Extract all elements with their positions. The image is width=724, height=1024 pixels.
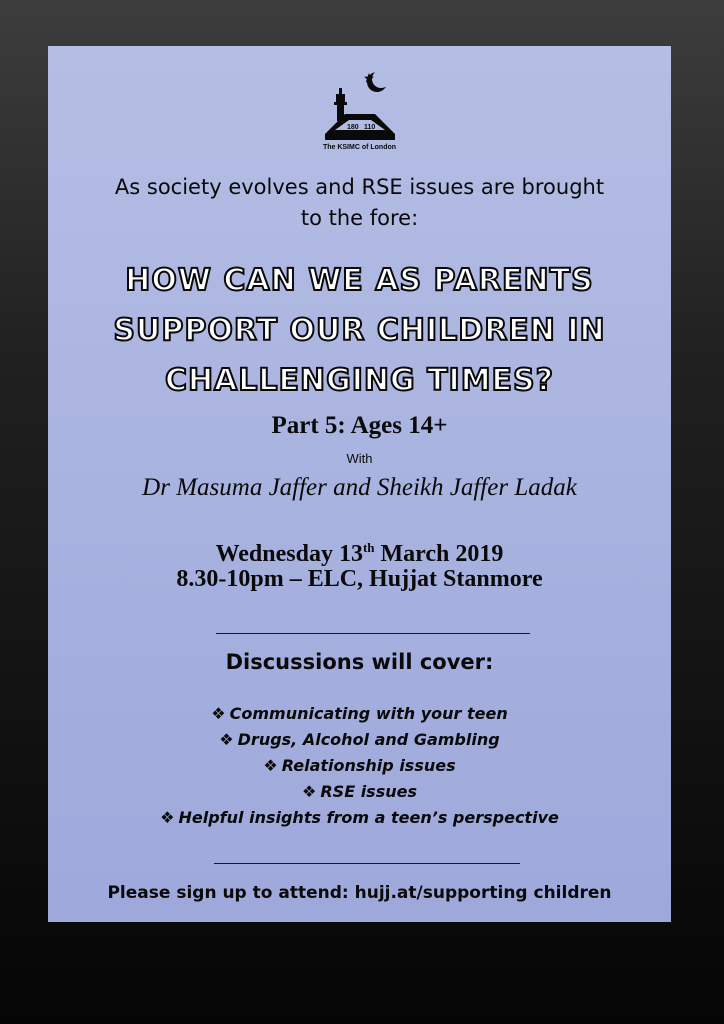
- list-item: ❖ Relationship issues: [263, 756, 456, 775]
- diamond-bullet-icon: ❖: [302, 782, 317, 801]
- event-date: [48, 532, 671, 570]
- diamond-bullet-icon: ❖: [263, 756, 278, 775]
- time-venue: 8.30-10pm – ELC, Hujjat Stanmore: [176, 566, 543, 592]
- intro-line-1: As society evolves and RSE issues are brought: [114, 175, 605, 199]
- with-label: With: [346, 451, 373, 466]
- date-rest: March 2019: [374, 541, 504, 567]
- date-suffix: th: [362, 540, 375, 555]
- event-poster: [48, 46, 671, 922]
- intro-text: [48, 172, 671, 234]
- list-item: ❖ Drugs, Alcohol and Gambling: [219, 730, 500, 749]
- signup-text: Please sign up to attend: hujj.at/supporting children: [107, 883, 612, 903]
- headline: [48, 256, 671, 406]
- divider-bottom: [214, 863, 520, 864]
- intro-line-2: to the fore:: [300, 206, 419, 230]
- diamond-bullet-icon: ❖: [219, 730, 234, 749]
- mosque-crescent-icon: [315, 68, 405, 144]
- list-item: ❖ Helpful insights from a teen’s perspective: [160, 808, 559, 827]
- logo-year-left: 180: [346, 124, 359, 131]
- logo-caption: The KSIMC of London: [322, 144, 397, 151]
- headline-line-2: SUPPORT OUR CHILDREN IN: [113, 313, 606, 348]
- topics-list: [48, 701, 671, 831]
- headline-line-1: HOW CAN WE AS PARENTS: [125, 263, 594, 298]
- covers-title: Discussions will cover:: [225, 650, 494, 674]
- list-item: ❖ RSE issues: [302, 782, 417, 801]
- diamond-bullet-icon: ❖: [211, 704, 226, 723]
- logo-year-right: 110: [363, 124, 375, 131]
- date-weekday: Wednesday 13: [215, 541, 363, 567]
- speakers: Dr Masuma Jaffer and Sheikh Jaffer Ladak: [142, 474, 577, 501]
- headline-line-3: CHALLENGING TIMES?: [164, 363, 555, 398]
- part-label: Part 5: Ages 14+: [271, 412, 448, 439]
- list-item: ❖ Communicating with your teen: [211, 704, 508, 723]
- diamond-bullet-icon: ❖: [160, 808, 175, 827]
- divider-top: [216, 633, 530, 634]
